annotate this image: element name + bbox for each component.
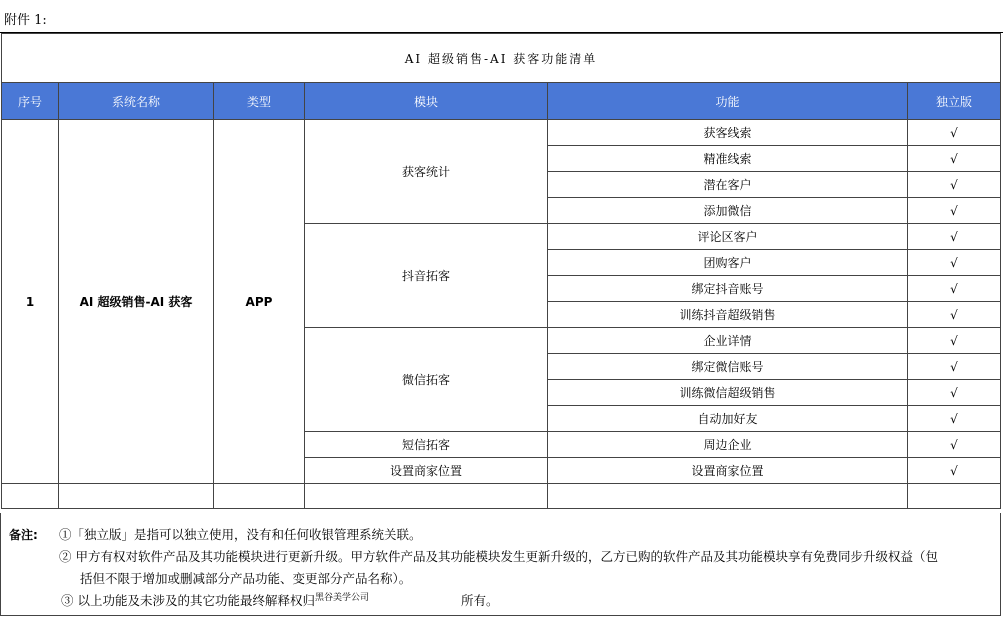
check-cell: √ xyxy=(908,224,1001,250)
check-cell: √ xyxy=(908,380,1001,406)
function-cell: 企业详情 xyxy=(548,328,908,354)
function-cell: 自动加好友 xyxy=(548,406,908,432)
function-cell: 评论区客户 xyxy=(548,224,908,250)
header-system-name: 系统名称 xyxy=(59,83,214,120)
type-cell: APP xyxy=(214,120,305,484)
note-line-4-text: ③ 以上功能及未涉及的其它功能最终解释权归 xyxy=(61,593,315,608)
notes-label: 备注: xyxy=(9,528,38,542)
check-cell: √ xyxy=(908,354,1001,380)
header-standalone: 独立版 xyxy=(908,83,1001,120)
check-cell: √ xyxy=(908,406,1001,432)
note-line-3: 括但不限于增加或删减部分产品功能、变更部分产品名称）。 xyxy=(80,571,412,586)
check-cell: √ xyxy=(908,172,1001,198)
module-cell: 抖音拓客 xyxy=(305,224,548,328)
empty-row xyxy=(2,484,1001,509)
function-cell: 精准线索 xyxy=(548,146,908,172)
function-cell: 潜在客户 xyxy=(548,172,908,198)
row-index: 1 xyxy=(2,120,59,484)
system-name-cell: AI 超级销售-AI 获客 xyxy=(59,120,214,484)
feature-table xyxy=(1,33,1001,509)
check-cell: √ xyxy=(908,302,1001,328)
module-cell: 微信拓客 xyxy=(305,328,548,432)
header-module: 模块 xyxy=(305,83,548,120)
function-cell: 团购客户 xyxy=(548,250,908,276)
function-cell: 训练微信超级销售 xyxy=(548,380,908,406)
table-header-row xyxy=(2,83,1001,120)
function-cell: 训练抖音超级销售 xyxy=(548,302,908,328)
function-cell: 周边企业 xyxy=(548,432,908,458)
module-cell: 短信拓客 xyxy=(305,432,548,458)
table-title: AI 超级销售-AI 获客功能清单 xyxy=(2,34,1001,83)
check-cell: √ xyxy=(908,146,1001,172)
function-cell: 绑定微信账号 xyxy=(548,354,908,380)
check-cell: √ xyxy=(908,250,1001,276)
note-line-4-end: 所有。 xyxy=(461,593,499,608)
module-cell: 设置商家位置 xyxy=(305,458,548,484)
check-cell: √ xyxy=(908,198,1001,224)
note-line-2: ② 甲方有权对软件产品及其功能模块进行更新升级。甲方软件产品及其功能模块发生更新升级的，乙方已购的软件产品及其功能模块享有免费同步升级权益（包 xyxy=(59,549,938,564)
function-cell: 获客线索 xyxy=(548,120,908,146)
header-index: 序号 xyxy=(2,83,59,120)
function-cell: 设置商家位置 xyxy=(548,458,908,484)
header-type: 类型 xyxy=(214,83,305,120)
check-cell: √ xyxy=(908,458,1001,484)
function-cell: 绑定抖音账号 xyxy=(548,276,908,302)
check-cell: √ xyxy=(908,328,1001,354)
check-cell: √ xyxy=(908,120,1001,146)
check-cell: √ xyxy=(908,276,1001,302)
company-name: 黑谷美学公司 xyxy=(314,593,369,603)
table-row xyxy=(2,120,1001,146)
note-line-4 xyxy=(61,591,499,609)
function-cell: 添加微信 xyxy=(548,198,908,224)
header-function: 功能 xyxy=(548,83,908,120)
notes-section xyxy=(0,513,1001,616)
module-cell: 获客统计 xyxy=(305,120,548,224)
note-line-1: ①「独立版」是指可以独立使用，没有和任何收银管理系统关联。 xyxy=(59,527,422,542)
check-cell: √ xyxy=(908,432,1001,458)
attachment-label: 附件 1: xyxy=(4,13,47,28)
